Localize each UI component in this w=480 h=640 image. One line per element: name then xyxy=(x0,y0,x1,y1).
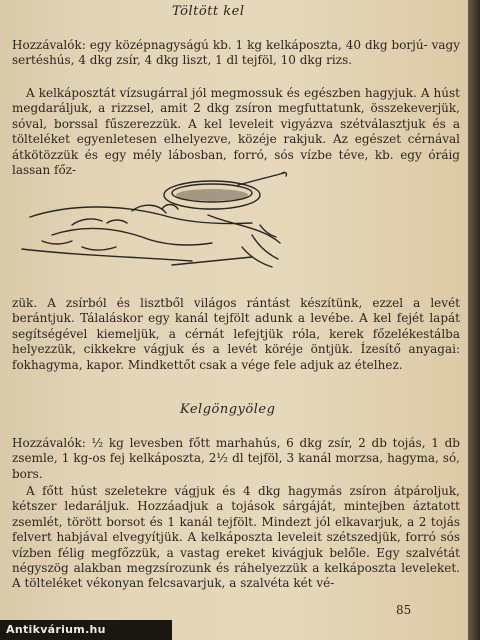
method-paragraph: A kelkáposztát vízsugárral jól megmossuk és egészben hagyjuk. A húst megdaráljuk, a rizzsel, amit 2 dkg zsíron megfuttatunk, összekeverjük, sóval, borssal fűszerezzük. A kel leveleit vigyázva szétválasztjuk és a tölteléket egyenletesen elhelyezve, közéje rakjuk. Az egészet cérnával átkötözzük és egy mély lábosban, forró, sós vízbe téve, kb. egy óráig lassan főz- xyxy=(12,86,460,178)
method-continued-paragraph: zük. A zsírból és lisztből világos rántást készítünk, ezzel a levét berántjuk. Tálaláskor egy kanál tejfölt adunk a levébe. A kel fejét lapát segítségével kiemeljük, a cérnát lefejtjük róla, kerek főzelékestálba helyezzük, cikkekre vágjuk és a levét köréje öntjük. Ízesítő anyagai: fokhagyma, kapor. Mindkettőt csak a vége fele adjuk az ételhez. xyxy=(12,296,460,372)
page-edge xyxy=(468,0,480,640)
ingredients-paragraph: Hozzávalók: egy középnagyságú kb. 1 kg kelkáposzta, 40 dkg borjú- vagy sertéshús, 4 dkg zsír, 4 dkg liszt, 1 dl tejföl, 10 dkg rizs. xyxy=(12,38,460,68)
recipe-title-kelgongyoleg: Kelgöngyöleg xyxy=(180,402,276,417)
page-number: 85 xyxy=(396,603,412,617)
recipe-title-toltott-kel: Töltött kel xyxy=(172,4,245,19)
method-paragraph-2: A főtt húst szeletekre vágjuk és 4 dkg hagymás zsíron átpároljuk, kétszer ledaráljuk. Hozzáadjuk a tojások sárgáját, mintejben áztatott zsemlét, törött borsot és 1 kanál tejfölt. Mindezt jól elkavarjuk, a 2 tojás felvert habjával elvegyítjük. A kelkáposzta leveleit szétszedjük, forró sós vízben félig megfőzzük, a vastag ereket kivágjuk belőle. Egy szalvétát négyszög alakban megzsírozunk és ráhelyezzük a kelkáposzta leveleket. A tölteléket vékonyan felcsavarjuk, a szalvéta két vé- xyxy=(12,484,460,591)
ingredients-paragraph-2: Hozzávalók: ½ kg levesben főtt marhahús, 6 dkg zsír, 2 db tojás, 1 db zsemle, 1 kg-os fej kelkáposzta, 2½ dl tejföl, 3 kanál morzsa, hagyma, só, bors. xyxy=(12,436,460,481)
cooking-illustration xyxy=(12,165,292,273)
watermark-label: Antikvárium.hu xyxy=(0,620,172,640)
